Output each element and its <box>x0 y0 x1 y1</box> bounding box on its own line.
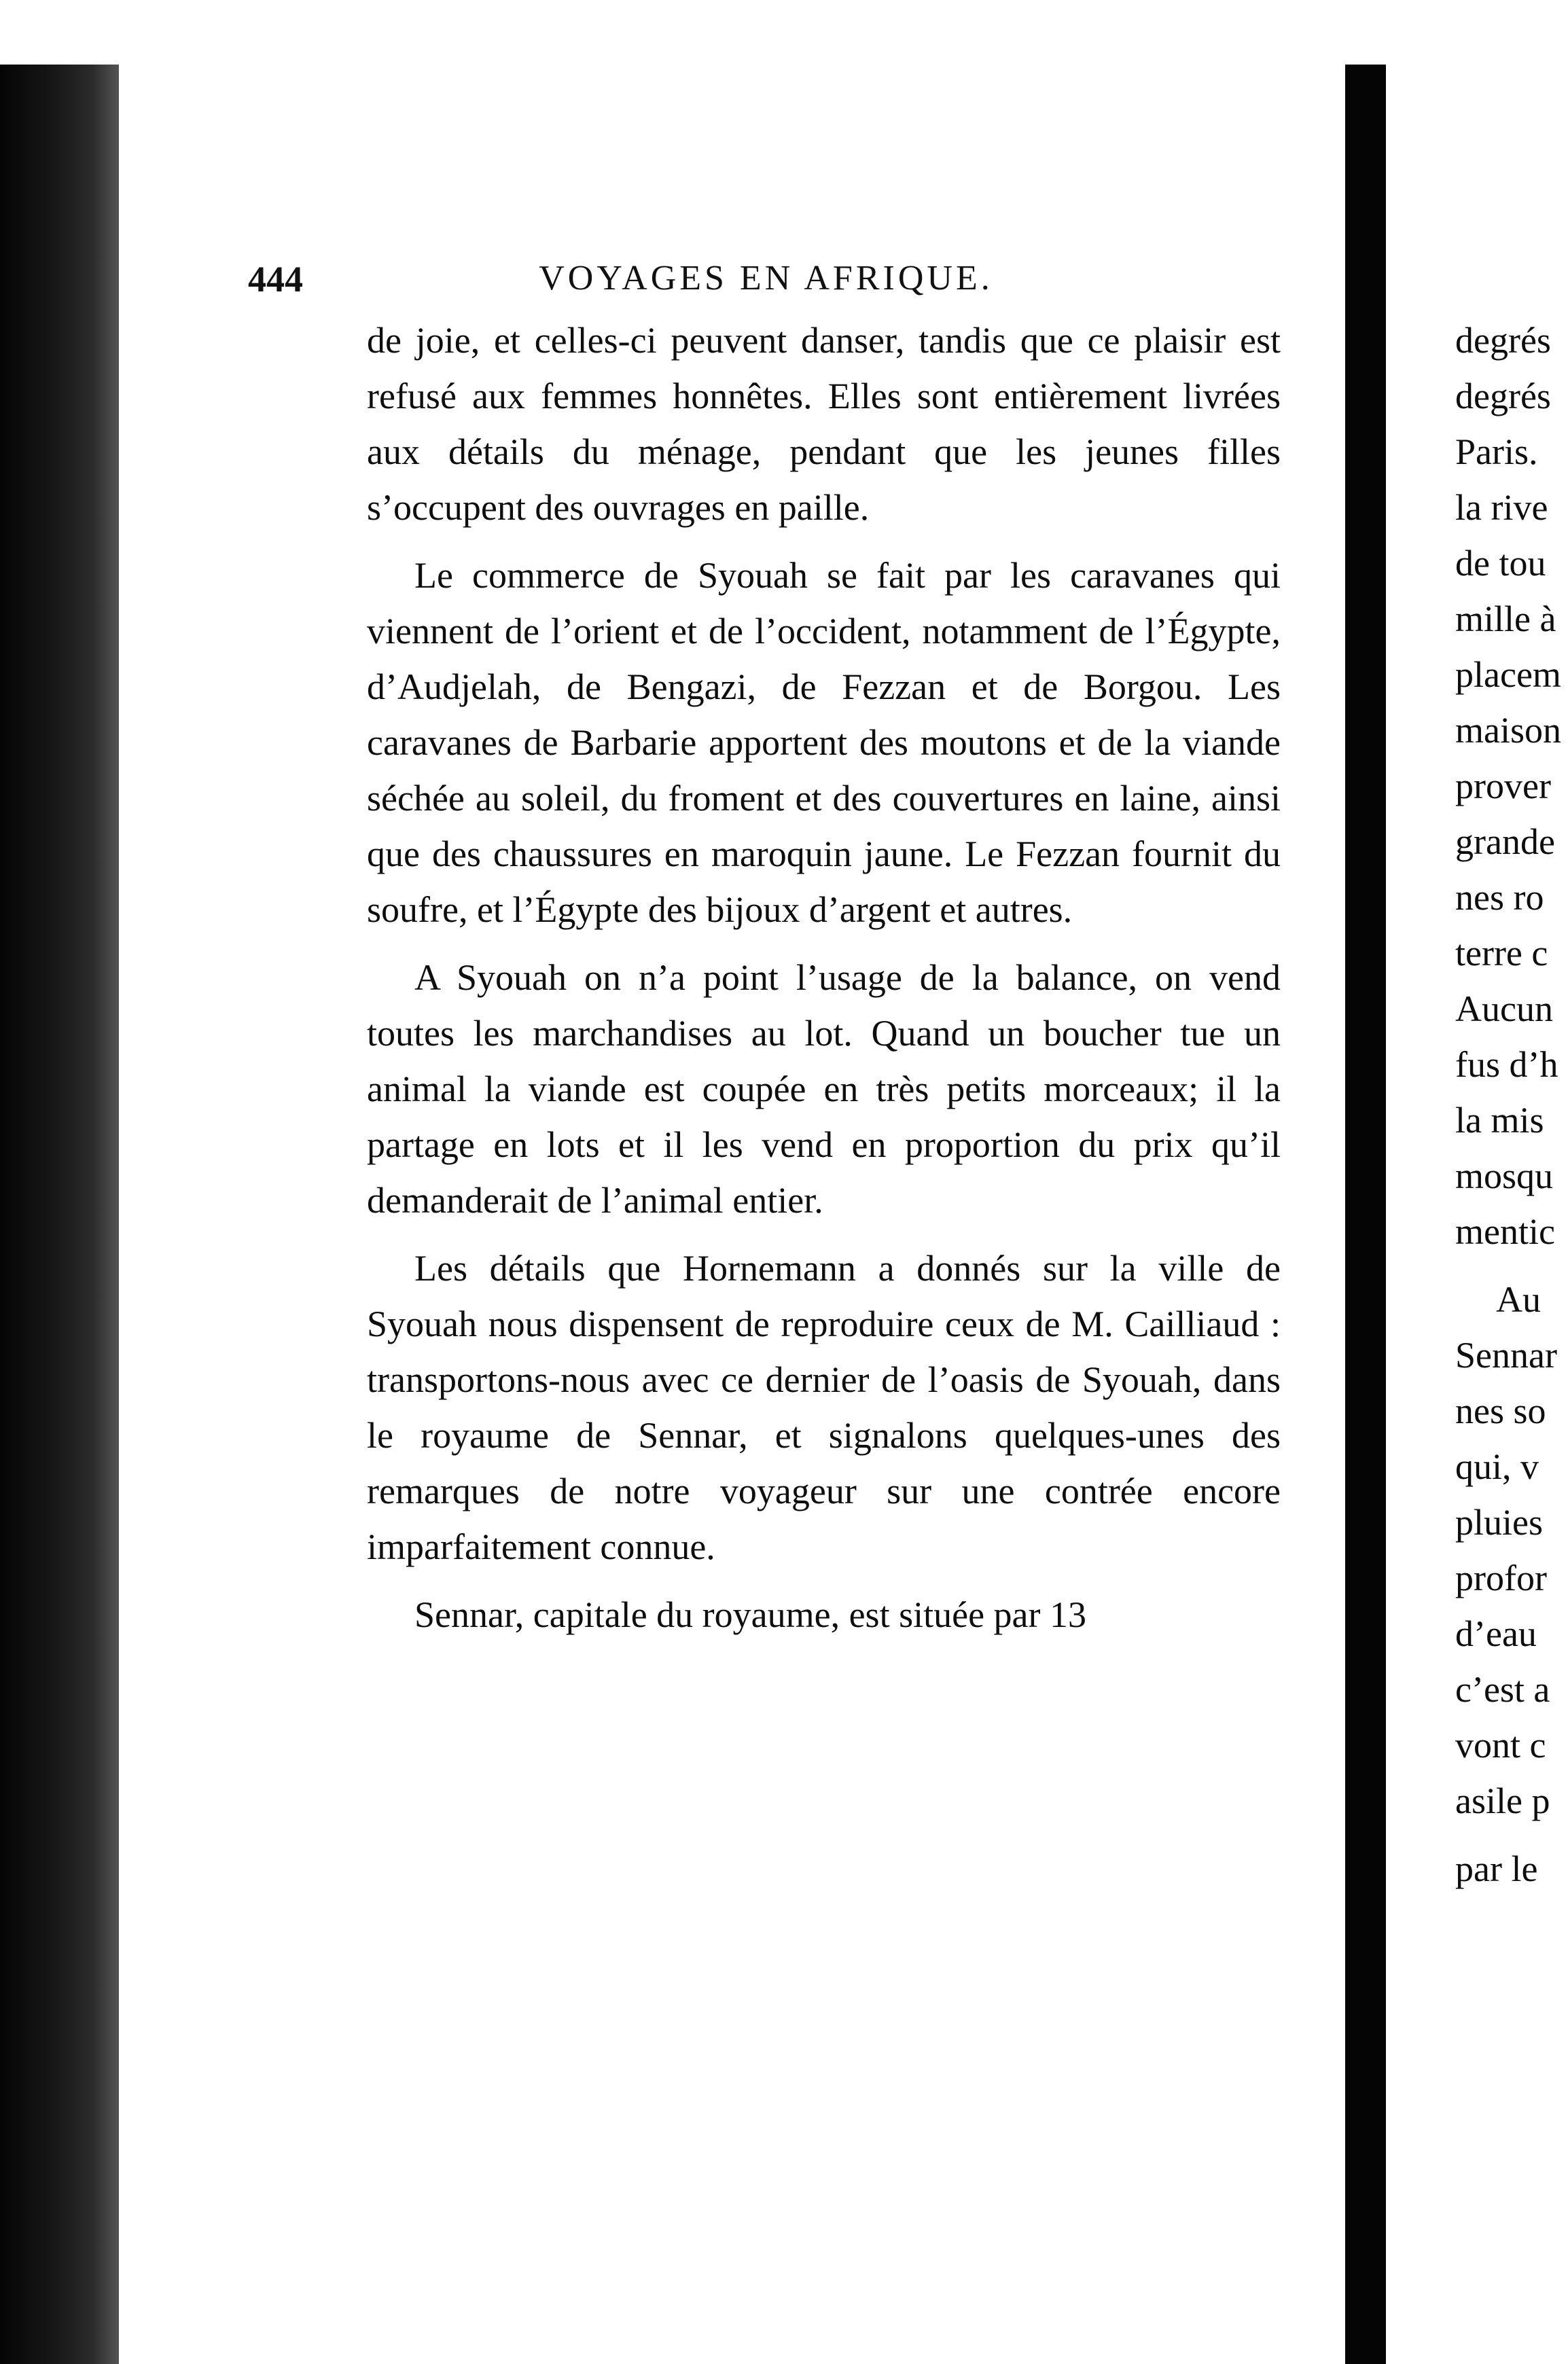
text-line: nes so <box>1455 1391 1546 1431</box>
text-line: degrés <box>1455 376 1551 416</box>
text-line: vont c <box>1455 1725 1546 1766</box>
text-line: fus d’h <box>1455 1044 1558 1085</box>
text-line: mille à <box>1455 598 1556 639</box>
text-line: d’eau <box>1455 1613 1537 1654</box>
text-line: maison <box>1455 710 1561 751</box>
text-line: pluies <box>1455 1502 1543 1543</box>
running-title: VOYAGES EN AFRIQUE. <box>539 259 993 298</box>
main-text <box>367 312 1281 1643</box>
text-line: la rive <box>1455 487 1548 528</box>
scan-top-margin <box>0 0 1568 65</box>
paragraph: A Syouah on n’a point l’usage de la balance, on vend toutes les marchandises au lot. Quand un boucher tue un animal la viande est coupée en très petits morceaux; il la partage en lots et il les vend en proportion du prix qu’il demanderait de l’animal entier. <box>367 957 1281 1221</box>
text-line: par le <box>1455 1848 1538 1889</box>
page-number: 444 <box>248 259 303 300</box>
text-line: degrés <box>1455 320 1551 361</box>
paragraph: de joie, et celles-ci peuvent danser, tandis que ce plaisir est refusé aux femmes honnêtes. Elles sont entièrement livrées aux détails du ménage, pendant que les jeunes filles s’occupent des ouvrages en paille. <box>367 320 1281 528</box>
running-head <box>248 258 1284 306</box>
text-line: grande <box>1455 821 1555 862</box>
text-line: profor <box>1455 1558 1547 1598</box>
text-line: mentic <box>1455 1211 1555 1252</box>
text-line: de tou <box>1455 543 1546 584</box>
paragraph: Le commerce de Syouah se fait par les caravanes qui viennent de l’orient et de l’occident, notamment de l’Égypte, d’Audjelah, de Bengazi, de Fezzan et de Borgou. Les caravanes de Barbarie apportent des moutons et de la viande séchée au soleil, du froment et des couvertures en laine, ainsi que des chaussures en maroquin jaune. Le Fezzan fournit du soufre, et l’Égypte des bijoux d’argent et autres. <box>367 555 1281 930</box>
text-line: Aucun <box>1455 988 1553 1029</box>
text-line: qui, v <box>1455 1446 1539 1487</box>
paragraph: Sennar, capitale du royaume, est située par 13 <box>414 1594 1086 1635</box>
text-line: asile p <box>1455 1780 1550 1821</box>
text-line: Sennar <box>1455 1335 1557 1376</box>
text-line: nes ro <box>1455 877 1544 918</box>
text-line: placem <box>1455 654 1561 695</box>
right-page-text <box>1455 312 1568 1897</box>
text-line: la mis <box>1455 1100 1544 1141</box>
text-line: prover <box>1455 766 1551 806</box>
paragraph: Les détails que Hornemann a donnés sur la ville de Syouah nous dispensent de reproduire ceux de M. Cailliaud : transportons-nous avec ce dernier de l’oasis de Syouah, dans le royaume de Sennar, et signalons quelques-unes des remarques de notre voyageur sur une contrée encore imparfaitement connue. <box>367 1248 1281 1567</box>
text-line: Paris. <box>1455 431 1538 472</box>
text-line: terre c <box>1455 933 1548 973</box>
book-edge <box>0 65 122 2364</box>
book-gutter <box>1345 65 1386 2364</box>
text-line: c’est a <box>1455 1669 1550 1710</box>
text-line: Au <box>1496 1279 1541 1320</box>
text-line: mosqu <box>1455 1156 1554 1196</box>
